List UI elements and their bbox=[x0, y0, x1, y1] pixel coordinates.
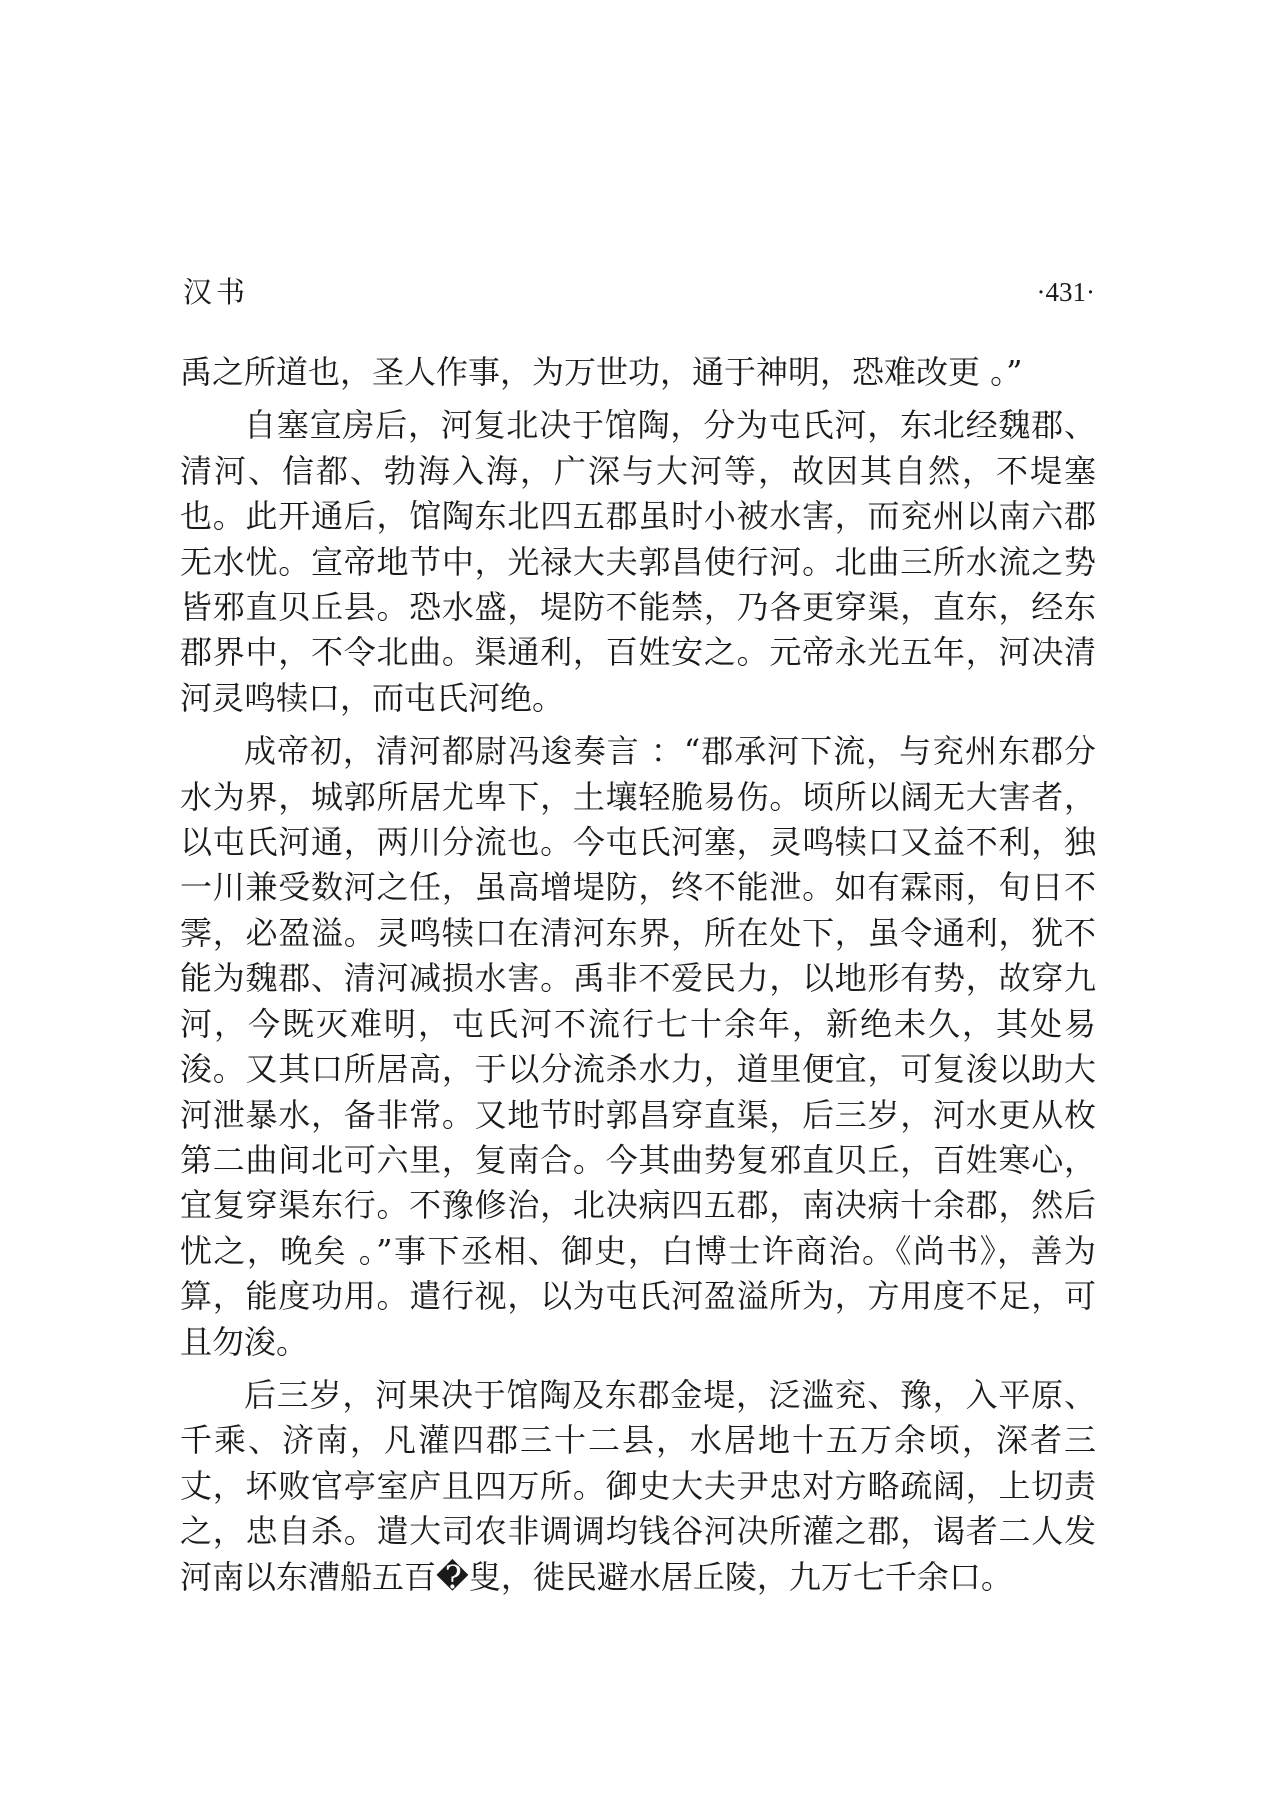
paragraph-continued: 禹之所道也，圣人作事，为万世功，通于神明，恐难改更 。” bbox=[180, 353, 1023, 391]
page-header bbox=[183, 270, 1095, 314]
paragraph: 成帝初，清河都尉冯逡奏言 ：“郡承河下流，与兖州东郡分水为界，城郭所居尤卑下，土壤轻脆易伤。顷所以阔无大害者，以屯氏河通，两川分流也。今屯氏河塞，灵鸣犊口又益不利，独一川兼受数河之任，虽高增堤防，终不能泄。如有霖雨，旬日不霁，必盈溢。灵鸣犊口在清河东界，所在处下，虽令通利，犹不能为魏郡、清河减损水害。禹非不爱民力，以地形有势，故穿九河，今既灭难明，屯氏河不流行七十余年，新绝未久，其处易浚。又其口所居高，于以分流杀水力，道里便宜，可复浚以助大河泄暴水，备非常。又地节时郭昌穿直渠，后三岁，河水更从枚第二曲间北可六里，复南合。今其曲势复邪直贝丘，百姓寒心，宜复穿渠东行。不豫修治，北决病四五郡，南决病十余郡，然后忧之，晚矣 。”事下丞相、御史，白博士许商治。《尚书》，善为算，能度功用。遣行视，以为屯氏河盈溢所为，方用度不足，可且勿浚。 bbox=[180, 732, 1096, 1361]
running-title: 汉书 bbox=[183, 275, 250, 309]
body-text bbox=[180, 350, 1096, 1608]
paragraph: 自塞宣房后，河复北决于馆陶，分为屯氏河，东北经魏郡、清河、信都、勃海入海，广深与大河等，故因其自然，不堤塞也。此开通后，馆陶东北四五郡虽时小被水害，而兖州以南六郡无水忧。宣帝地节中，光禄大夫郭昌使行河。北曲三所水流之势皆邪直贝丘县。恐水盛，堤防不能禁，乃各更穿渠，直东，经东郡界中，不令北曲。渠通利，百姓安之。元帝永光五年，河决清河灵鸣犊口，而屯氏河绝。 bbox=[180, 406, 1096, 717]
paragraph: 后三岁，河果决于馆陶及东郡金堤，泛滥兖、豫，入平原、千乘、济南，凡灌四郡三十二县，水居地十五万余顷，深者三丈，坏败官亭室庐且四万所。御史大夫尹忠对方略疏阔，上切责之，忠自杀。遣大司农非调调均钱谷河决所灌之郡，谒者二人发河南以东漕船五百�叟，徙民避水居丘陵，九万七千余口。 bbox=[180, 1375, 1096, 1596]
page-number: ·431· bbox=[1036, 277, 1095, 307]
